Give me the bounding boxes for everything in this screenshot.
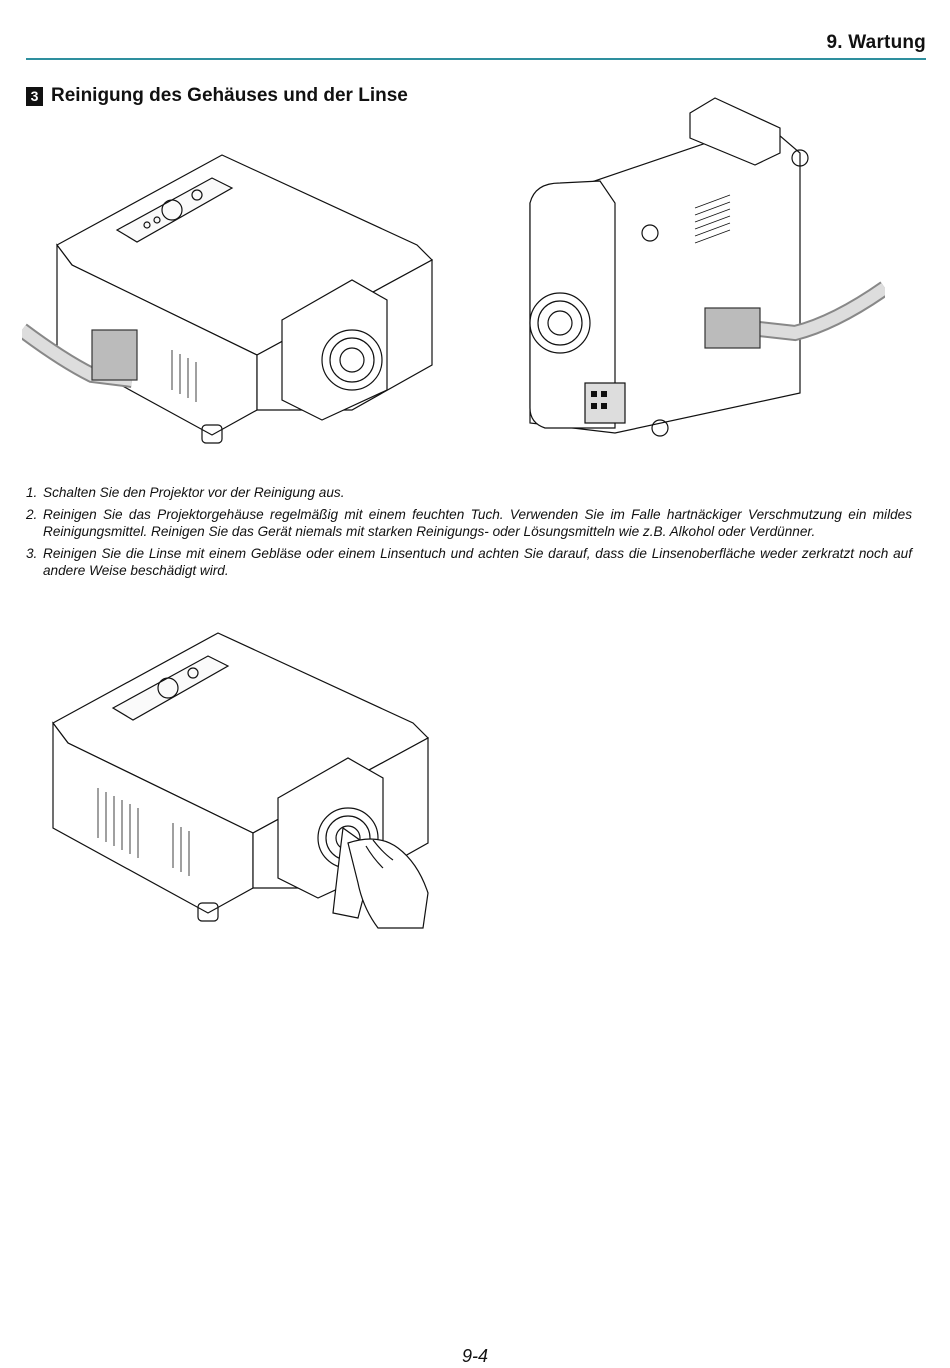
section-title: Reinigung des Gehäuses und der Linse — [51, 85, 408, 106]
step-number: 1. — [26, 485, 38, 500]
page-number: 9-4 — [461, 1346, 488, 1366]
cleaning-steps-list — [26, 484, 912, 584]
list-item — [26, 545, 912, 580]
step-text: Reinigen Sie das Projektorgehäuse regelmäßig mit einem feuchten Tuch. Verwenden Sie im Falle hartnäckiger Verschmutzung ein mildes Reinigungsmittel. Reinigen Sie das Gerät niemals mit starken Reinigungs- oder Lösungsmitteln wie z.B. Alkohol oder Verdünner. — [43, 506, 912, 539]
projector-underside-illustration — [515, 93, 885, 448]
projector-front-illustration — [22, 150, 437, 450]
list-item — [26, 506, 912, 541]
section-number-badge: 3 — [26, 87, 43, 106]
step-text: Reinigen Sie die Linse mit einem Gebläse oder einem Linsentuch und achten Sie darauf, dass die Linsenoberfläche weder zerkratzt noch auf andere Weise beschädigt wird. — [43, 545, 912, 578]
step-number: 3. — [26, 545, 38, 561]
step-text: Schalten Sie den Projektor vor der Reinigung aus. — [43, 485, 345, 500]
header-rule — [26, 58, 926, 60]
section-heading — [26, 85, 408, 107]
list-item — [26, 484, 912, 502]
step-number: 2. — [26, 506, 38, 522]
chapter-title: 9. Wartung — [826, 32, 926, 53]
lens-cleaning-illustration — [48, 628, 443, 933]
